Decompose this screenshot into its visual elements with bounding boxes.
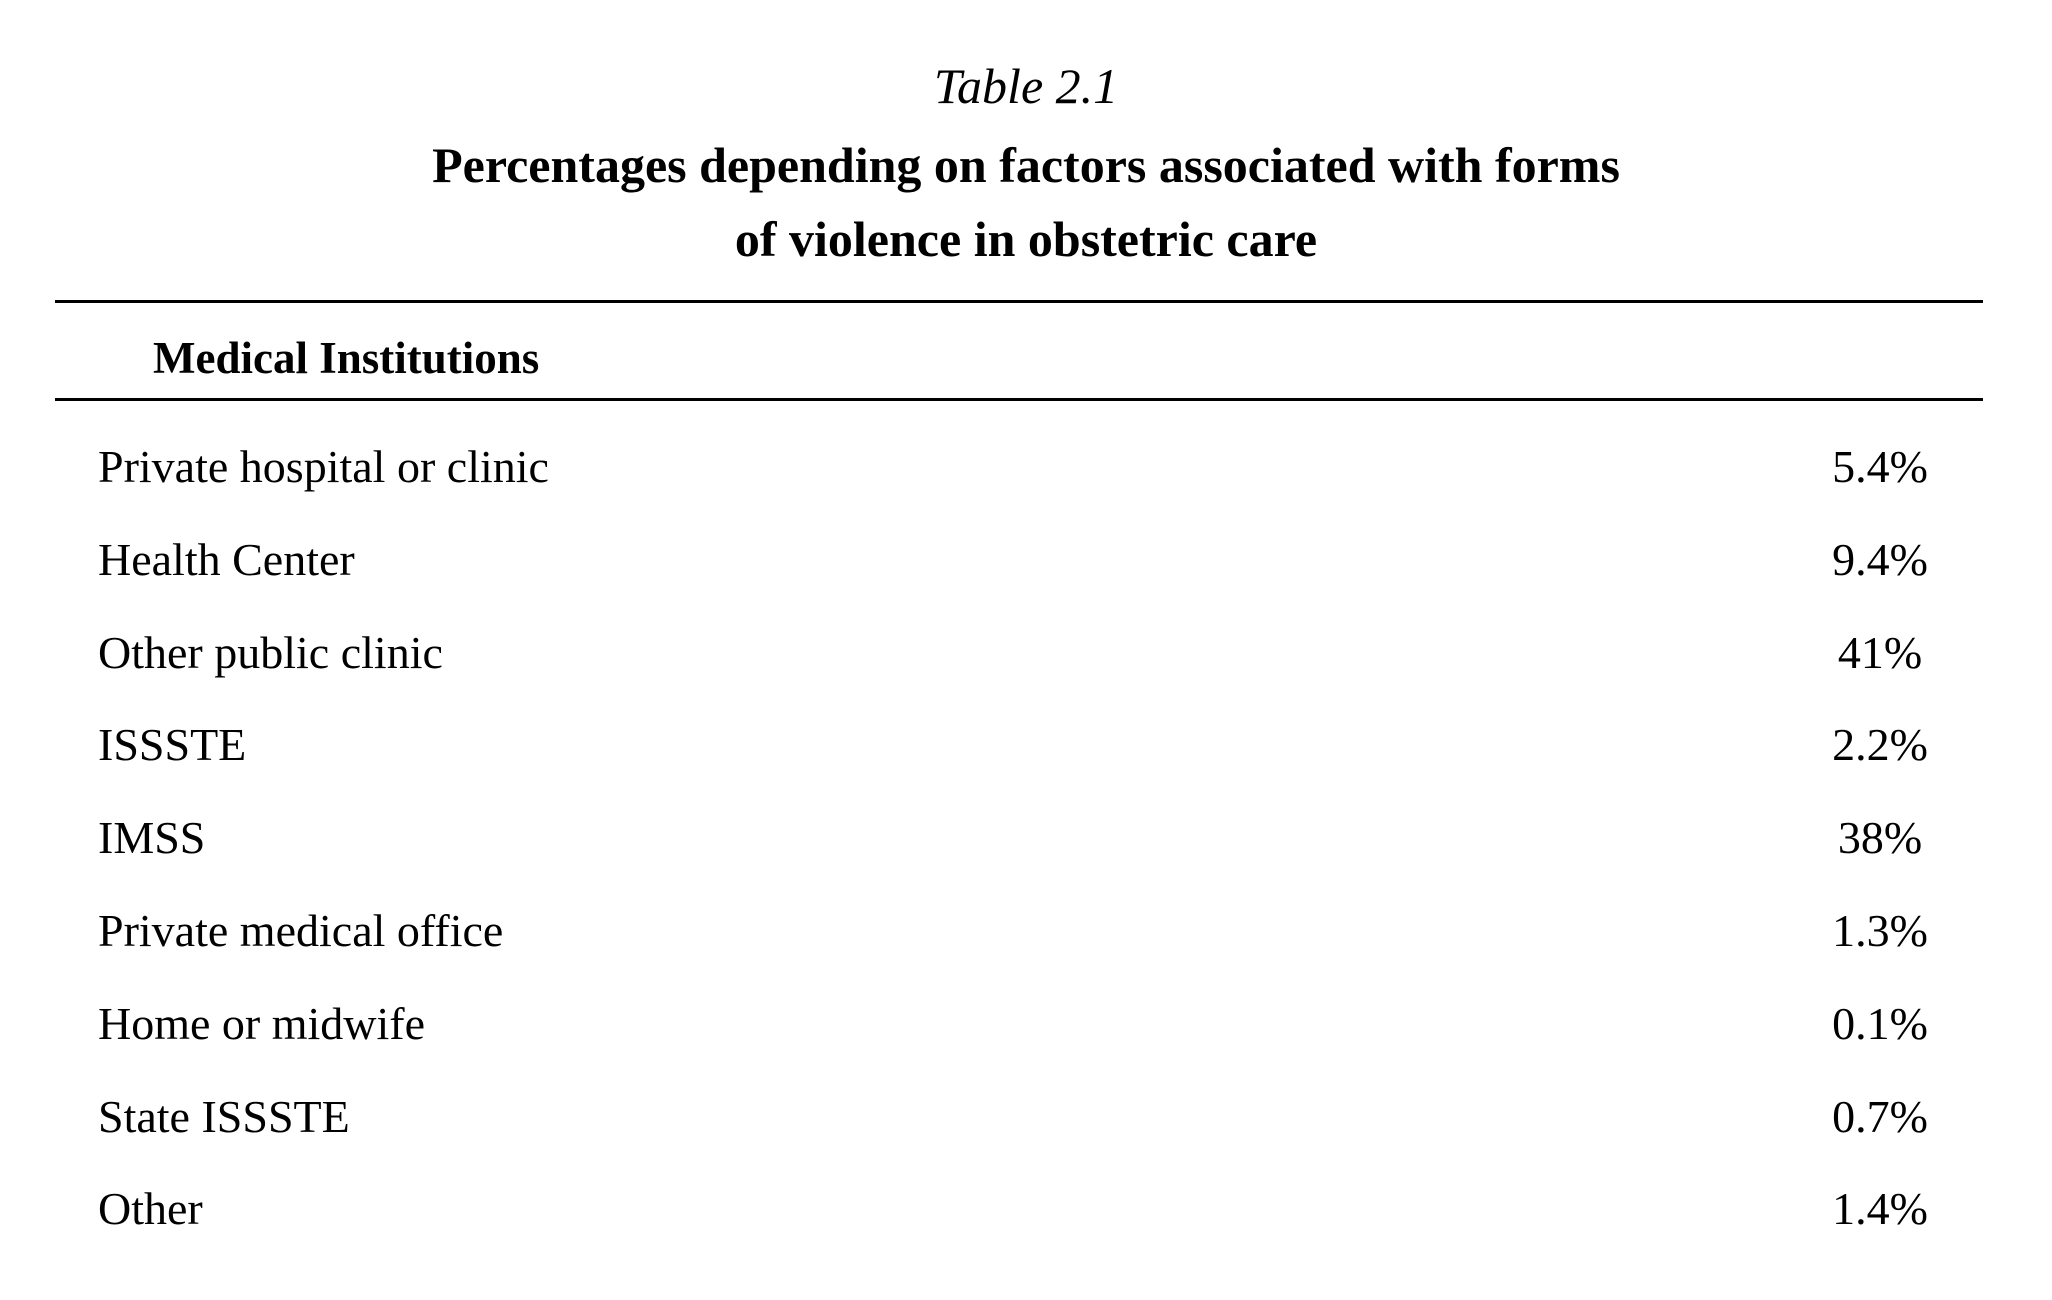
row-label: IMSS xyxy=(98,812,206,864)
row-value: 0.1% xyxy=(1832,997,1928,1049)
row-value: 1.3% xyxy=(1832,904,1928,956)
row-label: Private hospital or clinic xyxy=(98,441,549,492)
table-number: Table 2.1 xyxy=(933,58,1119,114)
table-row xyxy=(0,437,2052,530)
row-value: 38% xyxy=(1837,812,1923,864)
row-label: State ISSSTE xyxy=(98,1090,350,1142)
header-rule xyxy=(55,398,1983,401)
row-label: Private medical office xyxy=(98,904,504,956)
table-row xyxy=(0,715,2052,808)
row-value: 41% xyxy=(1837,626,1923,678)
table-body xyxy=(0,437,2052,1272)
row-label: ISSSTE xyxy=(98,719,247,771)
table-row xyxy=(0,1087,2052,1180)
row-value: 2.2% xyxy=(1832,719,1928,771)
table-row xyxy=(0,808,2052,901)
row-value: 0.7% xyxy=(1832,1090,1928,1142)
row-label: Health Center xyxy=(98,533,355,585)
row-value: 9.4% xyxy=(1832,533,1928,585)
row-label: Other xyxy=(98,1183,203,1235)
table-row xyxy=(0,623,2052,716)
table-row xyxy=(0,1179,2052,1272)
top-rule xyxy=(55,300,1983,303)
table-row xyxy=(0,901,2052,994)
table-title-line-2: of violence in obstetric care xyxy=(734,211,1318,267)
table-row xyxy=(0,530,2052,623)
row-label: Other public clinic xyxy=(98,626,443,678)
table-row xyxy=(0,994,2052,1087)
row-value: 5.4% xyxy=(1832,441,1928,492)
table-title-line-1: Percentages depending on factors associated with forms xyxy=(432,137,1620,193)
column-header: Medical Institutions xyxy=(153,333,540,383)
row-value: 1.4% xyxy=(1832,1183,1928,1235)
row-label: Home or midwife xyxy=(98,997,426,1049)
